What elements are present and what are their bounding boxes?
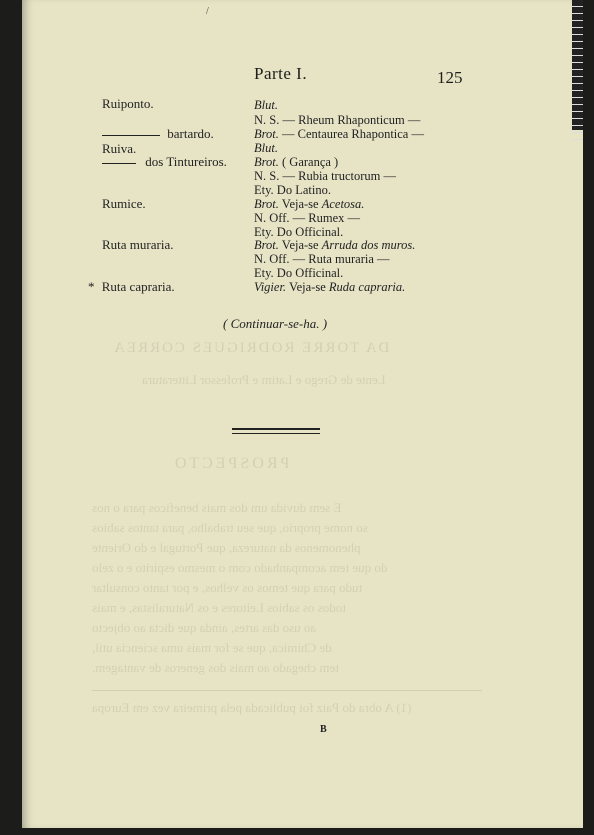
entry-source: Vigier. — [254, 280, 287, 294]
entry-term-ruiva: Ruiva. — [102, 141, 137, 156]
entry-source: Blut. — [254, 141, 278, 155]
entry-line — [254, 127, 424, 142]
entry-line: Ety. Do Officinal. — [254, 225, 344, 239]
bleed-through-text: DA TORRE RODRIGUES CORREA Lente de Grego e Latim e Professor Litteratura PROSPECTO E sem duvida um dos mais beneficos para o nos so nome proprio, que seu trabalho, para tantos sabios phenomenos da natureza, que Portugal e do Oriente do que tem acompanhado com o mesmo espirito e o zelo tudo para que temos os velhos, e por tanto consultar todos os sabios Leitores e os Naturalistas, e mais ao uso das artes, ainda que dicta ao objecto de Chimica, que se for mais uma sciencia util, tem chegado ao mais dos generos de vantagem. (1) A obra do Paiz foi publicada pela primeira vez em Europa — [22, 0, 583, 828]
entry-text: ( Garança ) — [282, 155, 339, 169]
entry-text: — Centaurea Rhapontica — — [282, 127, 424, 141]
entry-term-label: dos Tintureiros. — [145, 154, 227, 169]
entry-source: Blut. — [254, 98, 278, 112]
entry-source: Brot. — [254, 155, 279, 169]
entry-line: N. Off. — Ruta muraria — — [254, 252, 390, 266]
pencil-mark: / — [206, 6, 209, 17]
entry-line — [254, 280, 405, 295]
entry-reference: Ruda capraria. — [328, 280, 406, 294]
entry-line — [254, 155, 338, 170]
entry-source: Brot. — [254, 127, 279, 141]
entry-line: N. S. — Rubia tructorum — — [254, 169, 397, 183]
book-page — [22, 0, 583, 828]
entry-term-ruta-capraria — [88, 279, 175, 295]
entry-term-dos-tintureiros — [102, 154, 227, 170]
color-scale-strip — [572, 0, 583, 130]
entry-text: Veja-se — [288, 280, 326, 294]
entry-reference: Acetosa. — [321, 197, 365, 211]
entry-line: Ety. Do Officinal. — [254, 266, 344, 280]
continuation-note: ( Continuar-se-ha. ) — [223, 316, 328, 331]
entry-source: Brot. — [254, 238, 279, 252]
entry-line: N. S. — Rheum Rhaponticum — — [254, 113, 421, 127]
entry-term-ruta-muraria: Ruta muraria. — [102, 237, 174, 252]
entry-line: N. Off. — Rumex — — [254, 211, 361, 225]
asterisk-marker: * — [88, 279, 95, 294]
entry-line — [254, 197, 364, 212]
running-head-part: Parte I. — [254, 64, 308, 83]
entry-term-rumice: Rumice. — [102, 196, 146, 211]
entry-line: Ety. Do Latino. — [254, 183, 331, 197]
page-number: 125 — [437, 68, 463, 87]
ornamental-rule — [232, 428, 320, 438]
ditto-dash — [102, 163, 136, 164]
entry-text: Veja-se — [281, 197, 319, 211]
entry-text: Veja-se — [281, 238, 319, 252]
entry-term-bartardo — [102, 126, 214, 142]
signature-mark: B — [320, 724, 327, 735]
entry-term-ruiponto: Ruiponto. — [102, 96, 154, 111]
entry-line — [254, 238, 415, 253]
entry-term-label: Ruta capraria. — [101, 279, 175, 294]
entry-reference: Arruda dos muros. — [321, 238, 416, 252]
entry-source: Brot. — [254, 197, 279, 211]
entry-term-label: bartardo. — [167, 126, 214, 141]
ditto-dash — [102, 135, 160, 136]
